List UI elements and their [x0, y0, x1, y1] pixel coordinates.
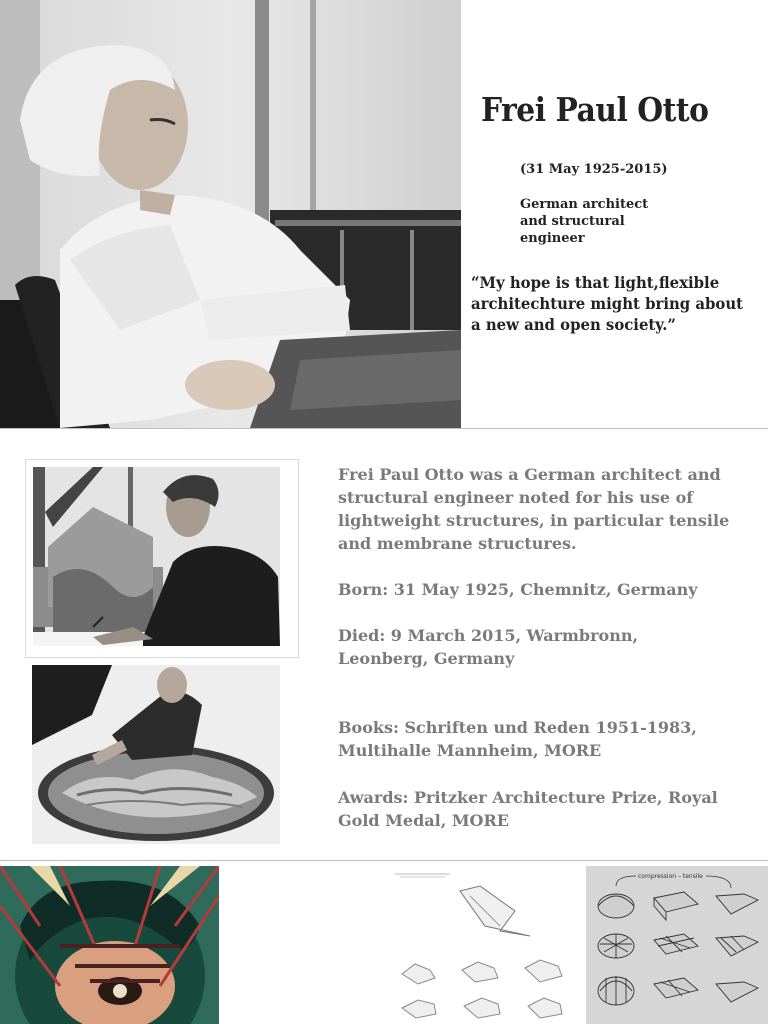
form-finding-sketches: [390, 866, 580, 1024]
bio-summary: Frei Paul Otto was a German architect and structural engineer noted for his use of lightweight structures, in particular tensile and membrane structures.: [338, 465, 730, 553]
life-dates: (31 May 1925-2015): [520, 162, 668, 177]
illustration-poster: [0, 866, 219, 1024]
profession-text: German architect and structural engineer: [520, 197, 649, 246]
model-study-photo: [32, 665, 280, 844]
quote-text: “My hope is that light,flexible architechture might bring about a new and open society.”: [471, 273, 744, 334]
bio-died: Died: 9 March 2015, Warmbronn, Leonberg, Germany: [338, 626, 639, 668]
hero-portrait-photo: [0, 0, 461, 428]
page-title: Frei Paul Otto: [481, 90, 709, 129]
compression-tensile-diagram: [586, 866, 768, 1024]
bio-awards: Awards: Pritzker Architecture Prize, Royal Gold Medal, MORE: [338, 788, 718, 830]
diagram-label: compression – tensile: [638, 873, 703, 880]
bio-born: Born: 31 May 1925, Chemnitz, Germany: [338, 580, 698, 599]
bio-books: Books: Schriften und Reden 1951-1983, Multihalle Mannheim, MORE: [338, 718, 697, 760]
drawing-portrait-photo: [33, 467, 280, 646]
section-divider: [0, 428, 768, 429]
section-divider: [0, 860, 768, 861]
